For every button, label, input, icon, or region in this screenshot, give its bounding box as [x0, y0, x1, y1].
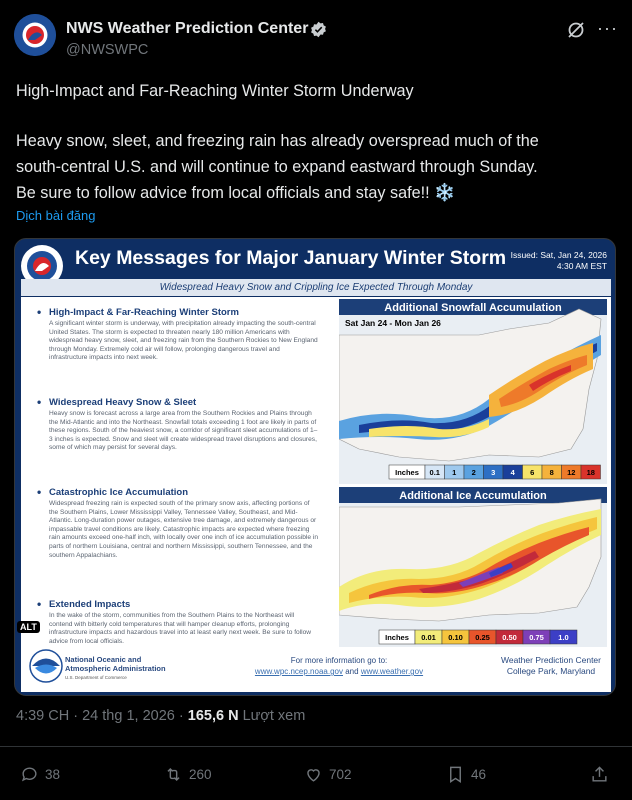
meta-dot: ·: [73, 708, 79, 724]
wpc-credit: [501, 655, 601, 677]
like-count: 702: [329, 766, 352, 782]
divider: [0, 746, 632, 747]
legend-label: 4: [510, 468, 515, 477]
translate-post-link[interactable]: Dịch bài đăng: [16, 208, 96, 223]
noaa-name: [65, 655, 166, 673]
tweet-media-image[interactable]: [14, 238, 616, 696]
key-messages-list: [21, 297, 327, 645]
wpc-link: www.wpc.ncep.noaa.gov: [254, 667, 343, 676]
key-message: [49, 397, 319, 483]
account-handle[interactable]: @NWSWPC: [66, 42, 149, 58]
tweet-text-line: High-Impact and Far-Reaching Winter Storm Underway: [16, 82, 414, 100]
meta-dot: ·: [178, 708, 184, 724]
key-message: [49, 487, 319, 595]
like-button[interactable]: [304, 764, 352, 784]
nws-link: www.weather.gov: [360, 667, 424, 676]
legend-label: 0.1: [429, 468, 440, 477]
heart-icon: [304, 765, 323, 784]
snowfall-map: [339, 299, 607, 484]
key-message-body: Heavy snow is forecast across a large area from the Southern Rockies and Plains through the Mid-Atlantic and into the Northeast. Snowfall totals exceeding 1 foot are likely in parts of these regions. South of the heaviest snow, a corridor of significant sleet accumulations of 1–3 inches is expected. Snow and sleet will create widespread travel disruptions and closures, some of which may persist for several days.: [49, 410, 318, 452]
tweet-text-line: [16, 180, 620, 206]
more-options-icon[interactable]: ···: [597, 18, 618, 38]
more-info-label: For more information go to:: [290, 656, 388, 665]
post-time[interactable]: 4:39 CH: [16, 708, 70, 724]
legend-label: 0.75: [529, 633, 544, 642]
legend-label: 0.01: [421, 633, 436, 642]
legend-label: 0.10: [448, 633, 463, 642]
tweet-text-line: south-central U.S. and will continue to expand eastward through Sunday.: [16, 158, 538, 176]
snowflake-emoji: ❄️: [434, 183, 456, 202]
verified-badge-icon: [310, 21, 327, 38]
key-message-heading: • Extended Impacts: [49, 599, 319, 610]
and-text: and: [345, 667, 359, 676]
graphic-title: Key Messages for Major January Winter Storm: [75, 247, 507, 269]
repost-icon: [164, 765, 183, 784]
snow-map-period: Sat Jan 24 - Mon Jan 26: [345, 318, 441, 328]
noaa-logo-icon: [29, 649, 63, 683]
ice-legend: [379, 630, 577, 644]
issued-date: Issued: Sat, Jan 24, 2026: [510, 250, 607, 260]
key-message-heading: • Catastrophic Ice Accumulation: [49, 487, 319, 498]
legend-label: 2: [471, 468, 476, 477]
key-message: [49, 307, 319, 393]
legend-label: 18: [586, 468, 595, 477]
graphic-footer: [21, 647, 611, 692]
key-message-body: Widespread freezing rain is expected south of the primary snow axis, affecting portions of the Southern Plains, Lower Mississippi Valley, Tennessee Valley, Southeast, and Mid-Atlantic. Long-duration power outages, extensive tree damage, and extremely dangerous or impassable travel conditions are likely. Catastrophic impacts are expected where freezing rain amounts exceed one-half inch, with locally over one inch of ice accumulation possible in parts of northern Louisiana, central and northern Mississippi, southern Tennessee, and the southern Appalachians.: [49, 500, 319, 559]
wpc-name: Weather Prediction Center: [500, 655, 601, 665]
snow-legend-unit: Inches: [395, 468, 419, 477]
issued-hour: 4:30 AM EST: [556, 261, 607, 271]
view-count: 165,6 N: [187, 708, 239, 724]
reply-icon: [20, 765, 39, 784]
repost-button[interactable]: [164, 764, 212, 784]
display-name[interactable]: NWS Weather Prediction Center: [66, 20, 309, 37]
alt-text-badge[interactable]: ALT: [17, 621, 40, 633]
wpc-location: College Park, Maryland: [506, 666, 596, 676]
repost-count: 260: [189, 766, 212, 782]
noaa-dept: U.S. Department of Commerce: [65, 675, 127, 680]
share-icon: [590, 765, 609, 784]
legend-label: 1.0: [558, 633, 569, 642]
legend-label: 0.50: [502, 633, 517, 642]
more-info-links: [239, 666, 439, 677]
post-meta: [16, 708, 305, 724]
noaa-line2: Atmospheric Administration: [65, 664, 166, 673]
share-button[interactable]: [590, 764, 609, 784]
view-label: Lượt xem: [242, 708, 306, 724]
post-date[interactable]: 24 thg 1, 2026: [82, 708, 175, 724]
legend-label: 6: [530, 468, 535, 477]
ice-legend-unit: Inches: [385, 633, 409, 642]
key-message-heading: • High-Impact & Far-Reaching Winter Storm: [49, 307, 319, 318]
legend-label: 8: [549, 468, 554, 477]
tweet-header: [0, 0, 632, 70]
key-message-heading: • Widespread Heavy Snow & Sleet: [49, 397, 319, 408]
grok-icon[interactable]: [566, 20, 586, 40]
legend-label: 0.25: [475, 633, 490, 642]
bookmark-button[interactable]: [446, 764, 486, 784]
more-info: [239, 655, 439, 677]
legend-label: 12: [567, 468, 576, 477]
ice-map-title: Additional Ice Accumulation: [399, 490, 547, 502]
snow-map-title: Additional Snowfall Accumulation: [384, 302, 562, 314]
tweet-text-span: Be sure to follow advice from local officials and stay safe!!: [16, 184, 430, 202]
snow-legend: [389, 465, 601, 479]
key-message-body: A significant winter storm is underway, with precipitation already impacting the south-central United States. The storm is expected to threaten nearly 180 million Americans with widespread heavy snow, sleet, and freezing rain from the Southern Rockies to New England through Monday. Extremely cold air will follow, prolonging dangerous travel and infrastructure impacts into next week.: [49, 320, 318, 362]
bookmark-icon: [446, 765, 465, 784]
ice-map: [339, 487, 607, 647]
legend-label: 1: [452, 468, 457, 477]
reply-count: 38: [45, 766, 61, 782]
graphic-subtitle: Widespread Heavy Snow and Crippling Ice Expected Through Monday: [21, 279, 611, 296]
reply-button[interactable]: [20, 764, 60, 784]
nws-logo-icon[interactable]: [14, 14, 56, 56]
graphic-panel: [21, 297, 611, 692]
issued-time: [511, 250, 607, 272]
bookmark-count: 46: [471, 766, 487, 782]
tweet-text-line: Heavy snow, sleet, and freezing rain has already overspread much of the: [16, 132, 539, 150]
noaa-line1: National Oceanic and: [65, 655, 142, 664]
legend-label: 3: [491, 468, 496, 477]
key-message-body: In the wake of the storm, communities from the Southern Plains to the Northeast will contend with bitterly cold temperatures that will hamper cleanup efforts, prolonging infrastructure impacts and hazardous travel into at least early next week. Be sure to follow advice from local officials.: [49, 612, 312, 645]
